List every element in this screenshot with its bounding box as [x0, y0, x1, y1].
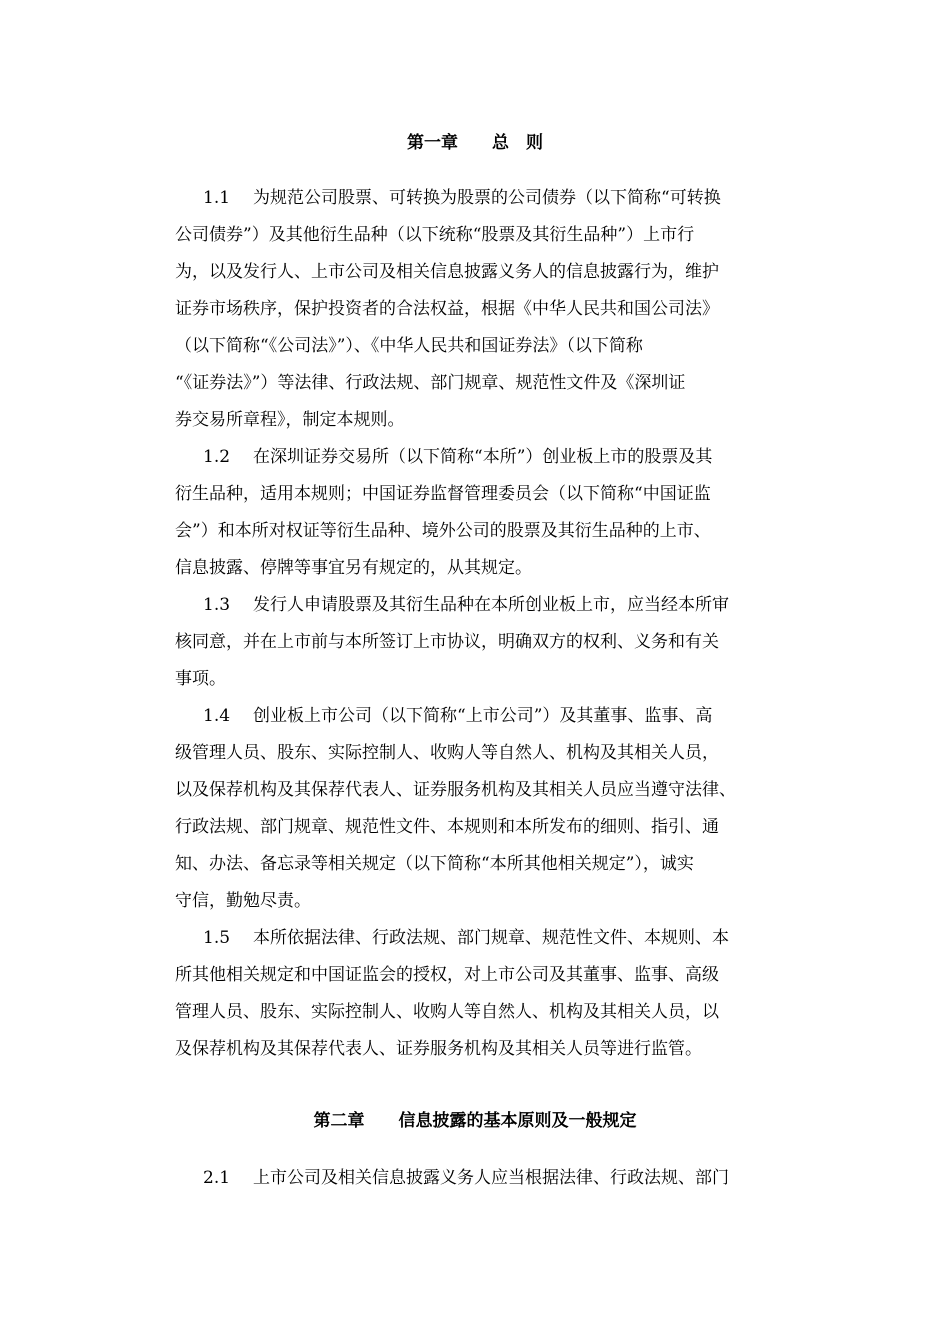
section-number: 1.1 [203, 188, 231, 208]
section-1-1-line-7: 券交易所章程》，制定本规则。 [175, 410, 405, 430]
section-number: 1.2 [203, 447, 231, 467]
section-1-3-line-1 [203, 593, 843, 617]
section-1-1-line-1 [203, 186, 843, 210]
section-1-1-line-4: 证券市场秩序，保护投资者的合法权益，根据《中华人民共和国公司法》 [175, 299, 719, 319]
section-text: 本所依据法律、行政法规、部门规章、规范性文件、本规则、本 [253, 928, 729, 948]
section-text: 在深圳证券交易所（以下简称“本所”）创业板上市的股票及其 [253, 447, 713, 467]
section-text: 创业板上市公司（以下简称“上市公司”）及其董事、监事、高 [253, 706, 713, 726]
section-1-5-line-2: 所其他相关规定和中国证监会的授权，对上市公司及其董事、监事、高级 [175, 965, 719, 985]
section-text: 为规范公司股票、可转换为股票的公司债券（以下简称“可转换 [253, 188, 721, 208]
chapter-1-title: 第一章 总 则 [407, 133, 543, 153]
section-1-4-line-4: 行政法规、部门规章、规范性文件、本规则和本所发布的细则、指引、通 [175, 817, 719, 837]
section-1-5-line-1 [203, 926, 843, 950]
section-text: 发行人申请股票及其衍生品种在本所创业板上市，应当经本所审 [253, 595, 729, 615]
section-number: 2.1 [203, 1168, 231, 1188]
section-1-4-line-6: 守信，勤勉尽责。 [175, 891, 311, 911]
chapter-2-title: 第二章 信息披露的基本原则及一般规定 [313, 1111, 637, 1131]
section-1-2-line-1 [203, 445, 843, 469]
section-1-1-line-2: 公司债券”）及其他衍生品种（以下统称“股票及其衍生品种”）上市行 [175, 225, 695, 245]
section-1-4-line-3: 以及保荐机构及其保荐代表人、证券服务机构及其相关人员应当遵守法律、 [175, 780, 736, 800]
section-1-1-line-3: 为，以及发行人、上市公司及相关信息披露义务人的信息披露行为，维护 [175, 262, 719, 282]
section-1-5-line-4: 及保荐机构及其保荐代表人、证券服务机构及其相关人员等进行监管。 [175, 1039, 702, 1059]
section-1-2-line-2: 衍生品种，适用本规则；中国证券监督管理委员会（以下简称“中国证监 [175, 484, 711, 504]
section-1-1-line-5: （以下简称“《公司法》”）、《中华人民共和国证券法》（以下简称 [175, 336, 643, 356]
section-1-2-line-4: 信息披露、停牌等事宜另有规定的，从其规定。 [175, 558, 532, 578]
section-1-3-line-2: 核同意，并在上市前与本所签订上市协议，明确双方的权利、义务和有关 [175, 632, 719, 652]
section-1-4-line-5: 知、办法、备忘录等相关规定（以下简称“本所其他相关规定”），诚实 [175, 854, 694, 874]
section-1-3-line-3: 事项。 [175, 669, 226, 689]
section-1-5-line-3: 管理人员、股东、实际控制人、收购人等自然人、机构及其相关人员，以 [175, 1002, 719, 1022]
section-2-1-line-1 [203, 1166, 843, 1190]
section-number: 1.4 [203, 706, 231, 726]
section-1-4-line-2: 级管理人员、股东、实际控制人、收购人等自然人、机构及其相关人员， [175, 743, 719, 763]
section-number: 1.5 [203, 928, 231, 948]
section-1-2-line-3: 会”）和本所对权证等衍生品种、境外公司的股票及其衍生品种的上市、 [175, 521, 711, 541]
section-1-4-line-1 [203, 704, 843, 728]
section-1-1-line-6: “《证券法》”）等法律、行政法规、部门规章、规范性文件及《深圳证 [175, 373, 686, 393]
section-number: 1.3 [203, 595, 231, 615]
section-text: 上市公司及相关信息披露义务人应当根据法律、行政法规、部门 [253, 1168, 729, 1188]
